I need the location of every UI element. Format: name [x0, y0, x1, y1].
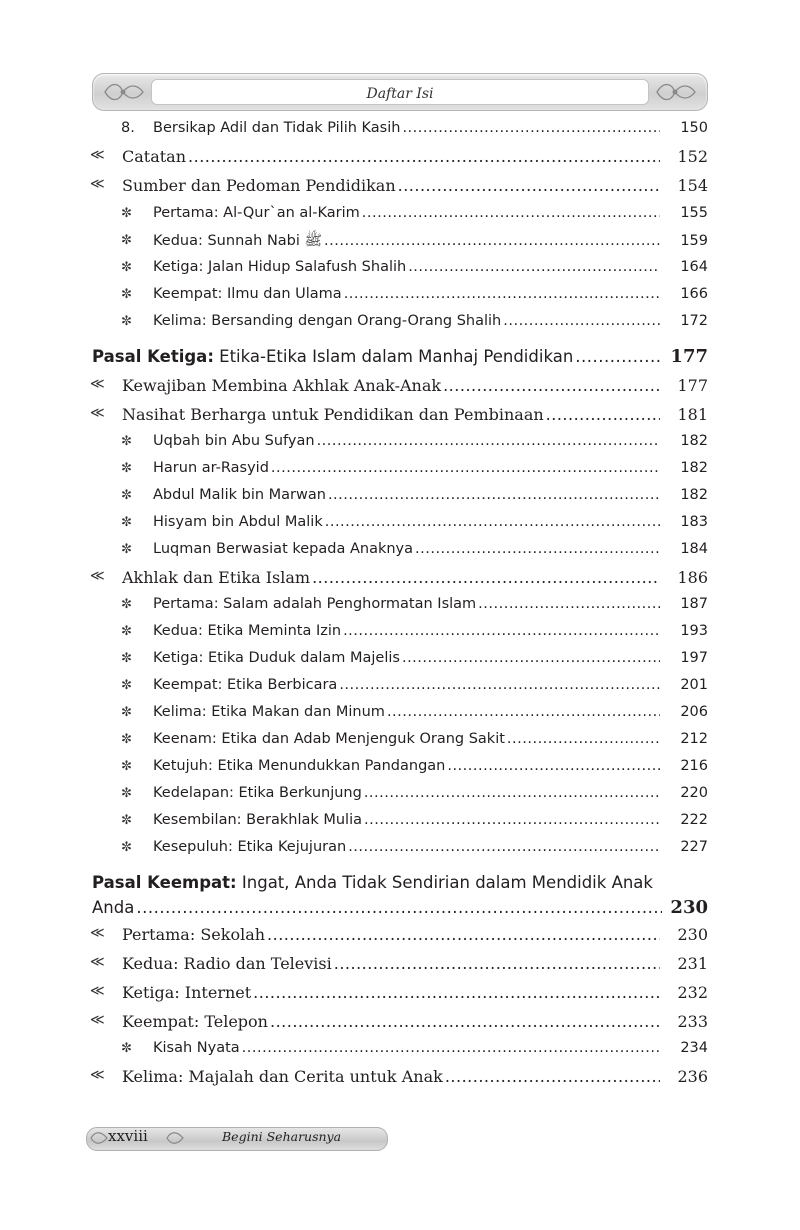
- entry-page: 201: [680, 677, 708, 693]
- ornament-icon: [88, 1128, 110, 1148]
- entry-title: Kedua: Sunnah Nabi ﷺ: [153, 233, 323, 249]
- toc-entry: [0, 376, 800, 395]
- asterisk-bullet-icon: ✼: [121, 840, 132, 855]
- entry-page: 193: [680, 623, 708, 639]
- toc-chapter-line: [92, 873, 653, 892]
- entry-page: 234: [680, 1040, 708, 1056]
- asterisk-bullet-icon: ✼: [121, 678, 132, 693]
- asterisk-bullet-icon: ✼: [121, 206, 132, 221]
- asterisk-bullet-icon: ✼: [121, 705, 132, 720]
- double-chevron-left-icon: ≪: [90, 983, 105, 999]
- toc-entry: [0, 623, 800, 639]
- toc-entry: [0, 677, 800, 693]
- running-title: Begini Seharusnya: [222, 1129, 342, 1144]
- chapter-title-cont: Anda: [92, 898, 135, 917]
- entry-page: 159: [680, 233, 708, 249]
- asterisk-bullet-icon: ✼: [121, 434, 132, 449]
- entry-page: 220: [680, 785, 708, 801]
- asterisk-bullet-icon: ✼: [121, 488, 132, 503]
- entry-number: 8.: [121, 120, 135, 136]
- entry-title: Kisah Nyata: [153, 1040, 240, 1056]
- asterisk-bullet-icon: ✼: [121, 597, 132, 612]
- entry-page: 197: [680, 650, 708, 666]
- toc-entry: [0, 232, 800, 253]
- asterisk-bullet-icon: ✼: [121, 813, 132, 828]
- entry-page: 181: [677, 405, 708, 424]
- toc-entry: [0, 704, 800, 720]
- entry-title: Akhlak dan Etika Islam: [122, 568, 311, 587]
- double-chevron-left-icon: ≪: [90, 147, 105, 163]
- toc-entry: [0, 1012, 800, 1031]
- toc-entry: [0, 147, 800, 166]
- entry-page: 152: [677, 147, 708, 166]
- toc-entry: [0, 568, 800, 587]
- toc-entry: [0, 812, 800, 828]
- toc-entry: [0, 650, 800, 666]
- entry-title: Abdul Malik bin Marwan: [153, 487, 326, 503]
- entry-page: 236: [677, 1067, 708, 1086]
- entry-page: 164: [680, 259, 708, 275]
- entry-title: Kelima: Etika Makan dan Minum: [153, 704, 385, 720]
- entry-page: 231: [677, 954, 708, 973]
- page-number: xxviii: [108, 1127, 148, 1145]
- toc-entry: [0, 487, 800, 503]
- entry-page: 232: [677, 983, 708, 1002]
- entry-page: 222: [680, 812, 708, 828]
- entry-title: Kewajiban Membina Akhlak Anak-Anak: [122, 376, 442, 395]
- entry-page: 150: [680, 120, 708, 136]
- toc-chapter: [0, 346, 800, 367]
- entry-title: Kesembilan: Berakhlak Mulia: [153, 812, 363, 828]
- asterisk-bullet-icon: ✼: [121, 759, 132, 774]
- asterisk-bullet-icon: ✼: [121, 260, 132, 275]
- chapter-label: Pasal Ketiga:: [92, 347, 214, 366]
- double-chevron-left-icon: ≪: [90, 1067, 105, 1083]
- entry-page: 172: [680, 313, 708, 329]
- asterisk-bullet-icon: ✼: [121, 624, 132, 639]
- entry-page: 184: [680, 541, 708, 557]
- entry-page: 230: [677, 925, 708, 944]
- entry-title: Kedelapan: Etika Berkunjung: [153, 785, 362, 801]
- toc-entry: [0, 731, 800, 747]
- toc-entry: [0, 460, 800, 476]
- chapter-page: 230: [670, 897, 708, 918]
- entry-page: 216: [680, 758, 708, 774]
- entry-page: 182: [680, 460, 708, 476]
- entry-page: 206: [680, 704, 708, 720]
- toc-entry: [0, 1067, 800, 1086]
- entry-title: Kedua: Radio dan Televisi: [122, 954, 332, 973]
- ornament-icon: [101, 78, 147, 106]
- chapter-page: 177: [670, 346, 708, 367]
- toc-entry: [0, 541, 800, 557]
- ornament-icon: [164, 1128, 186, 1148]
- entry-page: 182: [680, 433, 708, 449]
- running-header: [92, 73, 708, 111]
- entry-title: Nasihat Berharga untuk Pendidikan dan Pembinaan: [122, 405, 544, 424]
- entry-title: Ketiga: Internet: [122, 983, 252, 1002]
- entry-page: 233: [677, 1012, 708, 1031]
- asterisk-bullet-icon: ✼: [121, 314, 132, 329]
- chapter-label: Pasal Keempat:: [92, 873, 237, 892]
- entry-page: 227: [680, 839, 708, 855]
- entry-title: Keempat: Telepon: [122, 1012, 268, 1031]
- chapter-title: Etika-Etika Islam dalam Manhaj Pendidikan: [213, 347, 574, 366]
- entry-page: 154: [677, 176, 708, 195]
- entry-title: Luqman Berwasiat kepada Anaknya: [153, 541, 414, 557]
- toc-entry: [0, 205, 800, 221]
- entry-page: 212: [680, 731, 708, 747]
- toc-entry: [0, 925, 800, 944]
- asterisk-bullet-icon: ✼: [121, 287, 132, 302]
- toc-entry: [0, 120, 800, 136]
- entry-title: Kedua: Etika Meminta Izin: [153, 623, 342, 639]
- double-chevron-left-icon: ≪: [90, 1012, 105, 1028]
- entry-title: Kesepuluh: Etika Kejujuran: [153, 839, 347, 855]
- asterisk-bullet-icon: ✼: [121, 786, 132, 801]
- entry-title: Sumber dan Pedoman Pendidikan: [122, 176, 396, 195]
- chapter-title: Ingat, Anda Tidak Sendirian dalam Mendidik Anak: [236, 873, 653, 892]
- asterisk-bullet-icon: ✼: [121, 1041, 132, 1056]
- asterisk-bullet-icon: ✼: [121, 542, 132, 557]
- entry-page: 187: [680, 596, 708, 612]
- ornament-icon: [653, 78, 699, 106]
- entry-title: Kelima: Majalah dan Cerita untuk Anak: [122, 1067, 443, 1086]
- entry-title: Catatan: [122, 147, 187, 166]
- asterisk-bullet-icon: ✼: [121, 651, 132, 666]
- toc-entry: [0, 433, 800, 449]
- asterisk-bullet-icon: ✼: [121, 515, 132, 530]
- entry-title: Hisyam bin Abdul Malik: [153, 514, 323, 530]
- toc-entry: [0, 286, 800, 302]
- entry-title: Ketiga: Etika Duduk dalam Majelis: [153, 650, 400, 666]
- entry-title: Uqbah bin Abu Sufyan: [153, 433, 315, 449]
- entry-title: Harun ar-Rasyid: [153, 460, 269, 476]
- toc-entry: [0, 954, 800, 973]
- asterisk-bullet-icon: ✼: [121, 732, 132, 747]
- toc-entry: [0, 405, 800, 424]
- entry-page: 186: [677, 568, 708, 587]
- entry-title: Kelima: Bersanding dengan Orang-Orang Shalih: [153, 313, 502, 329]
- double-chevron-left-icon: ≪: [90, 176, 105, 192]
- toc-entry: [0, 1040, 800, 1056]
- double-chevron-left-icon: ≪: [90, 568, 105, 584]
- asterisk-bullet-icon: ✼: [121, 233, 132, 248]
- entry-title: Keempat: Ilmu dan Ulama: [153, 286, 342, 302]
- entry-page: 155: [680, 205, 708, 221]
- toc-chapter: [0, 897, 800, 918]
- entry-page: 177: [677, 376, 708, 395]
- toc-entry: [0, 313, 800, 329]
- entry-title: Ketujuh: Etika Menundukkan Pandangan: [153, 758, 446, 774]
- toc-entry: [0, 758, 800, 774]
- toc-entry: [0, 259, 800, 275]
- toc-entry: [0, 839, 800, 855]
- double-chevron-left-icon: ≪: [90, 954, 105, 970]
- header-title: Daftar Isi: [366, 86, 434, 102]
- entry-title: Keenam: Etika dan Adab Menjenguk Orang Sakit: [153, 731, 505, 747]
- toc-entry: [0, 596, 800, 612]
- toc-entry: [0, 514, 800, 530]
- entry-title: Ketiga: Jalan Hidup Salafush Shalih: [153, 259, 407, 275]
- toc-entry: [0, 983, 800, 1002]
- entry-title: Pertama: Salam adalah Penghormatan Islam: [153, 596, 477, 612]
- entry-page: 166: [680, 286, 708, 302]
- toc-entry: [0, 785, 800, 801]
- entry-title: Keempat: Etika Berbicara: [153, 677, 338, 693]
- entry-title: Pertama: Sekolah: [122, 925, 266, 944]
- entry-page: 183: [680, 514, 708, 530]
- double-chevron-left-icon: ≪: [90, 405, 105, 421]
- double-chevron-left-icon: ≪: [90, 925, 105, 941]
- asterisk-bullet-icon: ✼: [121, 461, 132, 476]
- header-plate: [151, 79, 649, 105]
- double-chevron-left-icon: ≪: [90, 376, 105, 392]
- toc-entry: [0, 176, 800, 195]
- entry-page: 182: [680, 487, 708, 503]
- entry-title: Pertama: Al-Qur`an al-Karim: [153, 205, 360, 221]
- entry-title: Bersikap Adil dan Tidak Pilih Kasih: [153, 120, 401, 136]
